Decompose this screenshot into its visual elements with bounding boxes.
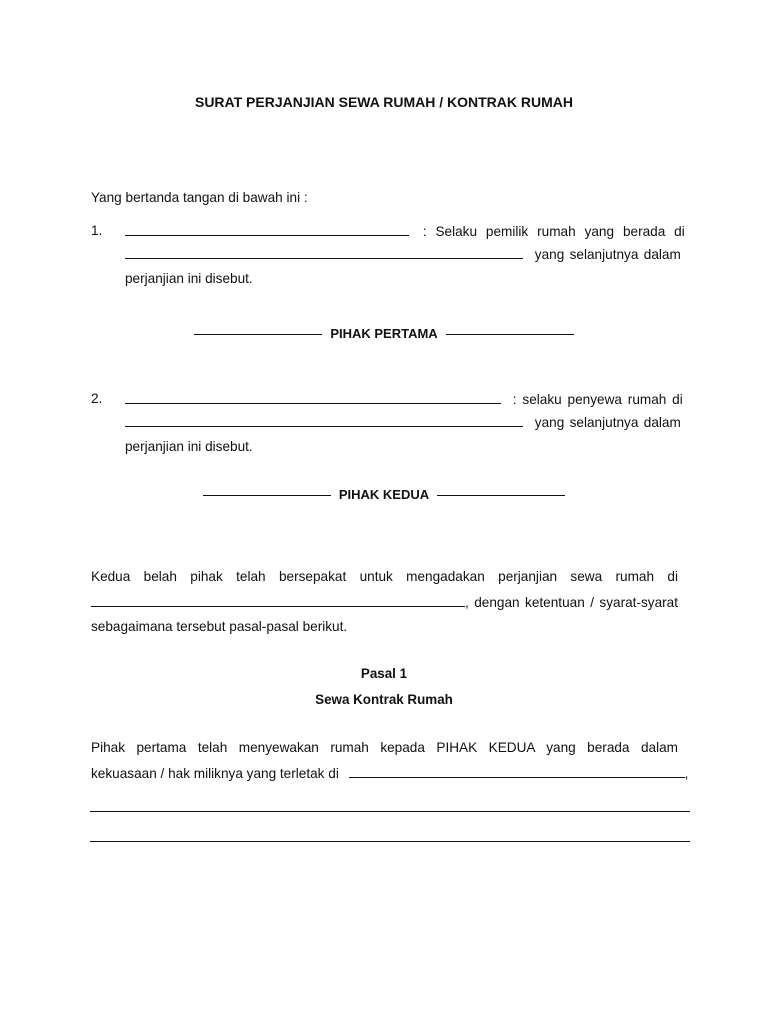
- party1-role-text: : Selaku pemilik rumah yang berada di: [422, 224, 685, 239]
- agreement-terms-text: , dengan ketentuan / syarat-syarat: [465, 595, 678, 610]
- party2-continuation-text: yang selanjutnya dalam: [534, 415, 681, 430]
- intro-text: Yang bertanda tangan di bawah ini :: [91, 190, 308, 205]
- party1-rule-left: [194, 334, 322, 335]
- party1-number: 1.: [91, 223, 103, 238]
- pasal1-heading: Pasal 1: [360, 666, 408, 681]
- party1-label: PIHAK PERTAMA: [330, 326, 438, 341]
- pasal1-blank-line-2[interactable]: [90, 841, 690, 842]
- party2-rule-right: [437, 495, 565, 496]
- party2-line3: perjanjian ini disebut.: [125, 439, 253, 454]
- pasal1-location-blank[interactable]: [349, 765, 685, 778]
- party1-address-blank[interactable]: [125, 246, 523, 259]
- pasal1-line1: Pihak pertama telah menyewakan rumah kepada PIHAK KEDUA yang berada dalam: [91, 740, 678, 755]
- party2-label-row: [0, 487, 768, 502]
- agreement-address-blank[interactable]: [91, 594, 465, 607]
- party2-name-blank[interactable]: [125, 391, 501, 404]
- party2-line2: [125, 414, 681, 431]
- party2-line1: [125, 391, 683, 408]
- pasal1-location-text: kekuasaan / hak miliknya yang terletak di: [91, 766, 339, 781]
- party1-label-row: [0, 326, 768, 341]
- agreement-line2: [91, 594, 678, 611]
- party2-label: PIHAK KEDUA: [338, 487, 430, 502]
- pasal1-subheading: Sewa Kontrak Rumah: [315, 692, 453, 707]
- party2-address-blank[interactable]: [125, 414, 523, 427]
- pasal1-line2: [91, 765, 688, 782]
- pasal1-line2-comma: ,: [684, 766, 689, 781]
- party2-number: 2.: [91, 391, 103, 406]
- agreement-line3: sebagaimana tersebut pasal-pasal berikut.: [91, 619, 348, 634]
- party1-line3: perjanjian ini disebut.: [125, 271, 253, 286]
- party2-role-text: : selaku penyewa rumah di: [512, 392, 683, 407]
- party1-line1: [125, 223, 685, 240]
- party2-rule-left: [203, 495, 331, 496]
- party1-name-blank[interactable]: [125, 223, 409, 236]
- pasal1-blank-line-1[interactable]: [90, 811, 690, 812]
- agreement-line1: Kedua belah pihak telah bersepakat untuk mengadakan perjanjian sewa rumah di: [91, 569, 678, 584]
- party1-continuation-text: yang selanjutnya dalam: [534, 247, 681, 262]
- party1-rule-right: [446, 334, 574, 335]
- party1-line2: [125, 246, 681, 263]
- document-title: SURAT PERJANJIAN SEWA RUMAH / KONTRAK RUMAH: [194, 94, 573, 110]
